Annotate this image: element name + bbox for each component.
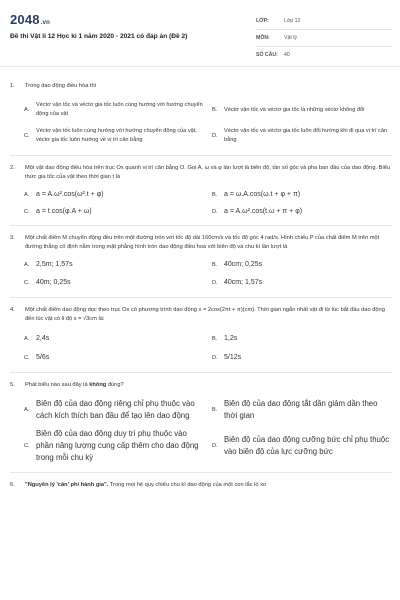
option-letter: A. [24, 191, 30, 198]
question-text [25, 381, 392, 390]
question-text: Một chất điểm dao động dọc theo trục Ox có phương trình dao động x = 2cos(2πt + π)(cm). Thời gian ngắn nhất vật đi từ lúc bắt đầu dao động đến lúc vật có li độ x = √3cm là: [25, 307, 385, 322]
option-text: Véctơ vận tốc và véctơ gia tốc là những véctơ không đổi [224, 106, 365, 113]
option-a[interactable] [24, 398, 204, 422]
meta-key: LỚP: [256, 18, 269, 24]
logo-text[interactable]: 2048 [10, 12, 40, 27]
meta-value: 40 [284, 52, 290, 58]
question-text: Một vật dao động điều hòa trên trục Ox quanh vị trí cân bằng O. Gọi A, ω và φ lần lượt là biên độ, tần số góc và pha ban đầu của dao động. Biểu thức gia tốc của vật theo thời gian t là [25, 165, 391, 180]
option-text: Biên độ của dao động cưỡng bức chỉ phụ thuộc vào biên độ của lực cưỡng bức [224, 435, 390, 456]
option-text: a = A.ω².cos(t.ω + π + φ) [224, 208, 303, 215]
option-letter: C. [24, 208, 30, 215]
question-number: 5. [10, 382, 15, 388]
option-text: Véctơ vận tốc và véctơ gia tốc luôn đổi hướng khi đi qua vị trí cân bằng [224, 128, 388, 143]
meta-row-subject [256, 30, 392, 47]
option-a[interactable] [24, 190, 204, 199]
option-text: Véctơ vận tốc luôn cùng hướng với hướng chuyển động của vật, véctơ gia tốc luôn hướng về vị trí cân bằng [36, 128, 197, 143]
exam-meta-table [256, 13, 392, 63]
option-letter: C. [24, 354, 30, 361]
option-letter: D. [212, 208, 218, 215]
option-text: Biên độ của dao động duy trì phụ thuộc vào phần năng lượng cung cấp thêm cho dao động trong mỗi chu kỳ [36, 429, 199, 462]
question-text-part: Phát biểu nào sau đây là [25, 382, 90, 388]
option-text: 5/6s [36, 354, 50, 361]
question-number: 3. [10, 235, 15, 241]
option-letter: B. [212, 107, 218, 113]
option-letter: C. [24, 279, 30, 286]
option-c[interactable] [24, 207, 204, 216]
option-text: a = ω.A.cos(ω.t + φ + π) [224, 191, 301, 198]
question-text [25, 481, 392, 490]
question-text-emphasis: không [89, 382, 107, 388]
question-list [10, 76, 392, 490]
option-letter: D. [212, 354, 218, 361]
option-letter: A. [24, 335, 30, 342]
option-letter: D. [212, 443, 218, 449]
option-text: 5/12s [224, 354, 242, 361]
option-b[interactable] [212, 101, 392, 119]
option-b[interactable] [212, 334, 392, 343]
question-divider [10, 225, 392, 226]
question-1 [10, 82, 392, 145]
question-number: 4. [10, 307, 15, 313]
option-d[interactable] [212, 428, 392, 464]
option-d[interactable] [212, 278, 392, 287]
option-letter: D. [212, 279, 218, 286]
option-letter: C. [24, 443, 30, 449]
option-d[interactable] [212, 127, 392, 145]
meta-row-class [256, 13, 392, 30]
question-text: Một chất điểm M chuyển động đều trên một đường tròn với tốc độ dài 160cm/s và tốc độ góc 4 rad/s. Hình chiếu P của chất điểm M trên một đường thẳng cố định nằm trong mặt phẳng hình tròn dao động điều hoà với biên độ và chu kì lần lượt là [25, 235, 380, 250]
option-letter: C. [24, 133, 30, 139]
option-letter: B. [212, 261, 218, 268]
option-a[interactable] [24, 260, 204, 269]
meta-value: Vật lý [284, 35, 297, 41]
option-a[interactable] [24, 101, 204, 119]
question-divider [10, 155, 392, 156]
option-a[interactable] [24, 334, 204, 343]
option-text: Véctơ vận tốc và véctơ gia tốc luôn cùng hướng với hướng chuyển động của vật [36, 102, 203, 117]
meta-key: MÔN: [256, 35, 270, 41]
meta-value: Lớp 12 [284, 18, 301, 24]
question-text-emphasis: "Nguyên lý 'cân' phi hành gia". [25, 482, 109, 488]
option-text: 40m; 0,25s [36, 279, 71, 286]
option-b[interactable] [212, 260, 392, 269]
question-3 [10, 234, 392, 287]
header-divider [0, 66, 400, 67]
option-letter: B. [212, 335, 218, 342]
question-2 [10, 164, 392, 216]
question-divider [10, 297, 392, 298]
logo-suffix: .vn [40, 20, 51, 26]
option-b[interactable] [212, 398, 392, 422]
question-number: 2. [10, 165, 15, 171]
site-logo[interactable] [10, 12, 50, 27]
option-letter: B. [212, 191, 218, 198]
question-text: Trong dao động điều hòa thì [25, 83, 97, 89]
meta-row-count [256, 47, 392, 63]
option-d[interactable] [212, 207, 392, 216]
option-text: Biên độ của dao động riêng chỉ phụ thuộc vào cách kích thích ban đầu để tạo lên dao động [36, 399, 195, 420]
option-text: a = t.cos(φ.A + ω) [36, 208, 92, 215]
option-letter: A. [24, 107, 30, 113]
meta-key: SỐ CÂU: [256, 52, 278, 58]
option-letter: D. [212, 133, 218, 139]
question-divider [10, 372, 392, 373]
option-d[interactable] [212, 353, 392, 362]
question-divider [10, 472, 392, 473]
question-5 [10, 381, 392, 464]
page-header [0, 0, 400, 66]
option-letter: A. [24, 261, 30, 268]
option-text: 40cm; 1,57s [224, 279, 263, 286]
question-number: 1. [10, 83, 15, 89]
option-c[interactable] [24, 428, 204, 464]
option-c[interactable] [24, 353, 204, 362]
question-6 [10, 481, 392, 490]
option-text: 2,4s [36, 335, 50, 342]
option-b[interactable] [212, 190, 392, 199]
document-title: Đề thi Vật lí 12 Học kì 1 năm 2020 - 2021 có đáp án (Đề 2) [10, 33, 188, 40]
question-text-part: Trong mọi hệ quy chiếu chu kì dao động của một con lắc lò xo [108, 482, 267, 488]
question-4 [10, 306, 392, 362]
option-text: 2,5m; 1,57s [36, 261, 73, 268]
option-text: Biên độ của dao động tắt dần giảm dần theo thời gian [224, 399, 378, 420]
option-text: 1,2s [224, 335, 238, 342]
question-text-part: đúng? [106, 382, 124, 388]
option-c[interactable] [24, 127, 204, 145]
question-number: 6. [10, 482, 15, 488]
option-text: a = A.ω².cos(ω².t + φ) [36, 191, 104, 198]
option-text: 40cm; 0,25s [224, 261, 263, 268]
option-letter: A. [24, 407, 30, 413]
option-letter: B. [212, 407, 218, 413]
option-c[interactable] [24, 278, 204, 287]
